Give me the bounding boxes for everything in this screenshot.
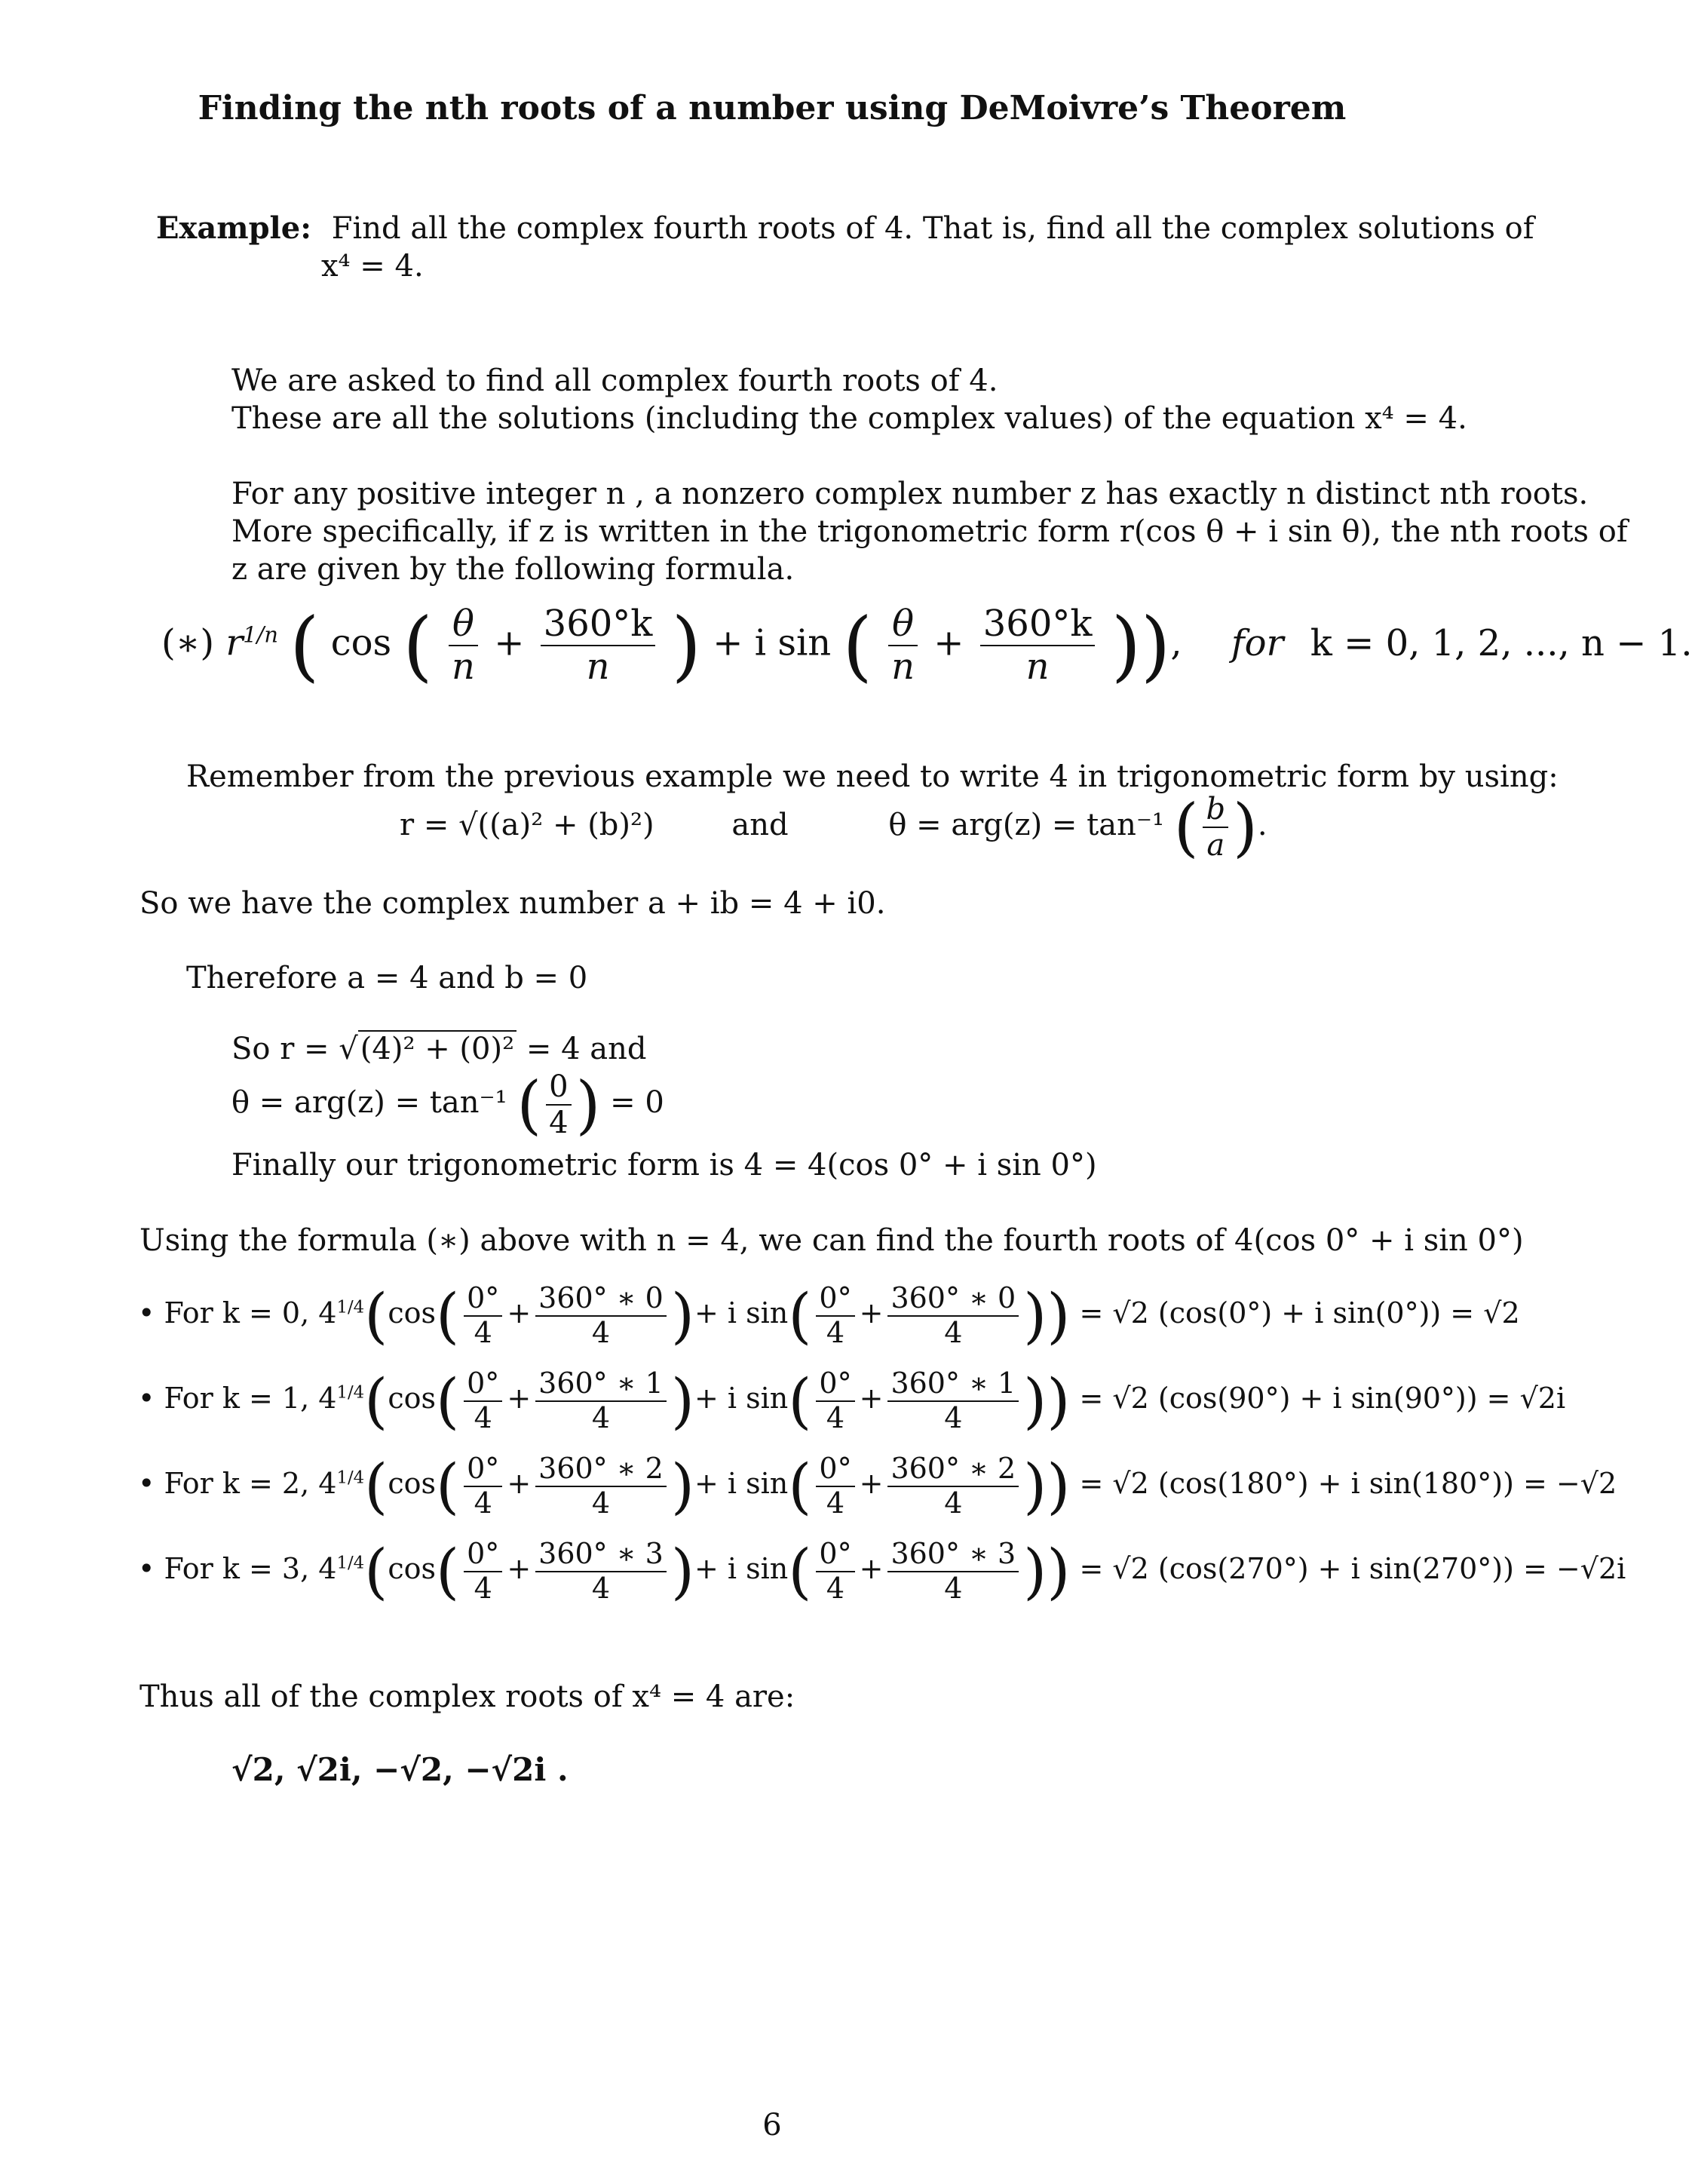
- therefore-line: Therefore a = 4 and b = 0: [186, 961, 588, 995]
- formula-angle-over-n-2: $\frac{360^\circ k}{n}$: [980, 603, 1096, 688]
- root-angle-over-four: $\frac{360^\circ ∗ 2}{4}$: [887, 1452, 1019, 1520]
- theory-line2: More specifically, if z is written in the trigonometric form r(cos θ + i sin θ), the nth roots of: [231, 514, 1628, 549]
- thus-line: Thus all of the complex roots of x⁴ = 4 are:: [139, 1679, 795, 1714]
- formula-r-exponent: 1/n: [243, 621, 278, 648]
- root-cos: cos: [388, 1296, 436, 1330]
- theta-formula: θ = arg(z) = tan⁻¹: [888, 808, 1164, 842]
- root-exponent: 1/4: [336, 1382, 365, 1403]
- root-angle-over-four: $\frac{360^\circ ∗ 1}{4}$: [887, 1367, 1019, 1434]
- using-formula-line: Using the formula (∗) above with n = 4, we can find the fourth roots of 4(cos 0° + i sin 0°): [139, 1223, 1524, 1258]
- root-label: • For k = 3,: [138, 1552, 310, 1586]
- example-label: Example:: [156, 210, 311, 246]
- formula-cos: cos: [330, 621, 392, 664]
- theta-line: θ = arg(z) = tan⁻¹ ( $\frac{0}{4}$ ) = 0: [231, 1068, 664, 1142]
- theta-line-prefix: θ = arg(z) = tan⁻¹: [231, 1085, 507, 1120]
- example-text-line2: x⁴ = 4.: [321, 249, 424, 284]
- theta-line-suffix: = 0: [610, 1085, 664, 1120]
- root-base: 4: [318, 1382, 337, 1416]
- root-exponent: 1/4: [336, 1553, 365, 1573]
- root-result: = √2 (cos(180°) + i sin(180°)) = −√2: [1079, 1467, 1617, 1501]
- root-result: = √2 (cos(0°) + i sin(0°)) = √2: [1079, 1296, 1520, 1330]
- formula-for: for: [1231, 621, 1284, 664]
- theory-line1: For any positive integer n , a nonzero complex number z has exactly n distinct nth roots.: [231, 477, 1589, 511]
- root-zero-over-four: $\frac{0^\circ}{4}$: [816, 1452, 854, 1520]
- root-zero-over-four: $\frac{0^\circ}{4}$: [816, 1282, 854, 1349]
- root-angle-over-four: $\frac{360^\circ ∗ 3}{4}$: [535, 1538, 667, 1605]
- root-zero-over-four: $\frac{0^\circ}{4}$: [464, 1538, 502, 1605]
- formula-k-range: k = 0, 1, 2, ..., n − 1.: [1310, 621, 1692, 664]
- root-row: • For k = 0, $4^{1/4}(\cos$( $\frac{0^\circ}{4}$ + $\frac{360^\circ ∗ 0}{4}$ )+ i sin( $\frac{0^\circ}{4}$ + $\frac{360^\circ ∗ 0}{4}$ )) = √2 (cos(0°) + i sin(0°)) = √2: [138, 1280, 1520, 1351]
- page-number: 6: [762, 2108, 782, 2143]
- root-isin: + i sin: [694, 1296, 789, 1330]
- root-cos: cos: [388, 1382, 436, 1416]
- root-result: = √2 (cos(90°) + i sin(90°)) = √2i: [1079, 1382, 1566, 1416]
- root-isin: + i sin: [694, 1382, 789, 1416]
- remember-and: and: [731, 808, 789, 842]
- root-zero-over-four: $\frac{0^\circ}{4}$: [464, 1282, 502, 1349]
- formula-theta-over-n-2: $\frac{\theta}{n}$: [888, 603, 918, 688]
- root-angle-over-four: $\frac{360^\circ ∗ 0}{4}$: [887, 1282, 1019, 1349]
- root-row: • For k = 1, $4^{1/4}(\cos$( $\frac{0^\circ}{4}$ + $\frac{360^\circ ∗ 1}{4}$ )+ i sin( $\frac{0^\circ}{4}$ + $\frac{360^\circ ∗ 1}{4}$ )) = √2 (cos(90°) + i sin(90°)) = √2i: [138, 1365, 1566, 1436]
- root-base: 4: [318, 1467, 337, 1501]
- root-exponent: 1/4: [336, 1297, 365, 1317]
- so-r-sqrt: √(4)² + (0)²: [339, 1032, 516, 1066]
- root-cos: cos: [388, 1467, 436, 1501]
- root-isin: + i sin: [694, 1467, 789, 1501]
- example-text-line1: Find all the complex fourth roots of 4. That is, find all the complex solutions of: [331, 211, 1534, 246]
- zero-over-four: $\frac{0}{4}$: [546, 1069, 571, 1140]
- final-roots: √2, √2i, −√2, −√2i .: [231, 1751, 569, 1788]
- root-label: • For k = 1,: [138, 1382, 310, 1416]
- formula-isin: + i sin: [713, 621, 832, 664]
- root-label: • For k = 2,: [138, 1467, 310, 1501]
- root-result: = √2 (cos(270°) + i sin(270°)) = −√2i: [1079, 1552, 1626, 1586]
- root-angle-over-four: $\frac{360^\circ ∗ 2}{4}$: [535, 1452, 667, 1520]
- root-angle-over-four: $\frac{360^\circ ∗ 0}{4}$: [535, 1282, 667, 1349]
- theory-line3: z are given by the following formula.: [231, 552, 795, 587]
- root-zero-over-four: $\frac{0^\circ}{4}$: [816, 1538, 854, 1605]
- remember-formulas: r = √((a)² + (b)²) and θ = arg(z) = tan⁻¹ ( $\frac{b}{a}$ ).: [400, 790, 1267, 864]
- root-base: 4: [318, 1296, 337, 1330]
- root-angle-over-four: $\frac{360^\circ ∗ 3}{4}$: [887, 1538, 1019, 1605]
- r-formula: r = √((a)² + (b)²): [400, 808, 654, 842]
- formula-r: r: [225, 621, 244, 664]
- remember-line: Remember from the previous example we need to write 4 in trigonometric form by using:: [186, 759, 1559, 794]
- example-block: [156, 210, 1534, 247]
- root-cos: cos: [388, 1552, 436, 1586]
- intro-line1: We are asked to find all complex fourth roots of 4.: [231, 363, 998, 398]
- root-exponent: 1/4: [336, 1468, 365, 1488]
- root-angle-over-four: $\frac{360^\circ ∗ 1}{4}$: [535, 1367, 667, 1434]
- b-over-a: $\frac{b}{a}$: [1203, 792, 1228, 863]
- root-base: 4: [318, 1552, 337, 1586]
- root-zero-over-four: $\frac{0^\circ}{4}$: [464, 1367, 502, 1434]
- root-zero-over-four: $\frac{0^\circ}{4}$: [816, 1367, 854, 1434]
- intro-line2: These are all the solutions (including the complex values) of the equation x⁴ = 4.: [231, 401, 1467, 436]
- so-r-suffix: = 4 and: [526, 1032, 647, 1066]
- formula-theta-over-n: $\frac{\theta}{n}$: [449, 603, 478, 688]
- final-trig-form: Finally our trigonometric form is 4 = 4(cos 0° + i sin 0°): [231, 1148, 1097, 1182]
- so-r-prefix: So r =: [231, 1032, 330, 1066]
- formula-angle-over-n: $\frac{360^\circ k}{n}$: [541, 603, 656, 688]
- so-r-line: [231, 1032, 646, 1066]
- root-isin: + i sin: [694, 1552, 789, 1586]
- page-title: Finding the nth roots of a number using DeMoivre’s Theorem: [198, 89, 1347, 127]
- formula-star: (∗): [161, 621, 215, 664]
- root-row: • For k = 3, $4^{1/4}(\cos$( $\frac{0^\circ}{4}$ + $\frac{360^\circ ∗ 3}{4}$ )+ i sin( $\frac{0^\circ}{4}$ + $\frac{360^\circ ∗ 3}{4}$ )) = √2 (cos(270°) + i sin(270°)) = −√2i: [138, 1535, 1626, 1606]
- root-zero-over-four: $\frac{0^\circ}{4}$: [464, 1452, 502, 1520]
- root-row: • For k = 2, $4^{1/4}(\cos$( $\frac{0^\circ}{4}$ + $\frac{360^\circ ∗ 2}{4}$ )+ i sin( $\frac{0^\circ}{4}$ + $\frac{360^\circ ∗ 2}{4}$ )) = √2 (cos(180°) + i sin(180°)) = −√2: [138, 1450, 1617, 1521]
- demoivre-formula: (∗) $r^{1/n}$ ( cos ( $\frac{\theta}{n}$ + $\frac{360^\circ k}{n}$ ) + i sin ( $\frac{\theta}{n}$ + $\frac{360^\circ k}{n}$ )), for k = 0, 1, 2, ..., n − 1.: [161, 600, 1692, 690]
- root-label: • For k = 0,: [138, 1296, 310, 1330]
- complex-number-line: So we have the complex number a + ib = 4 + i0.: [139, 886, 886, 921]
